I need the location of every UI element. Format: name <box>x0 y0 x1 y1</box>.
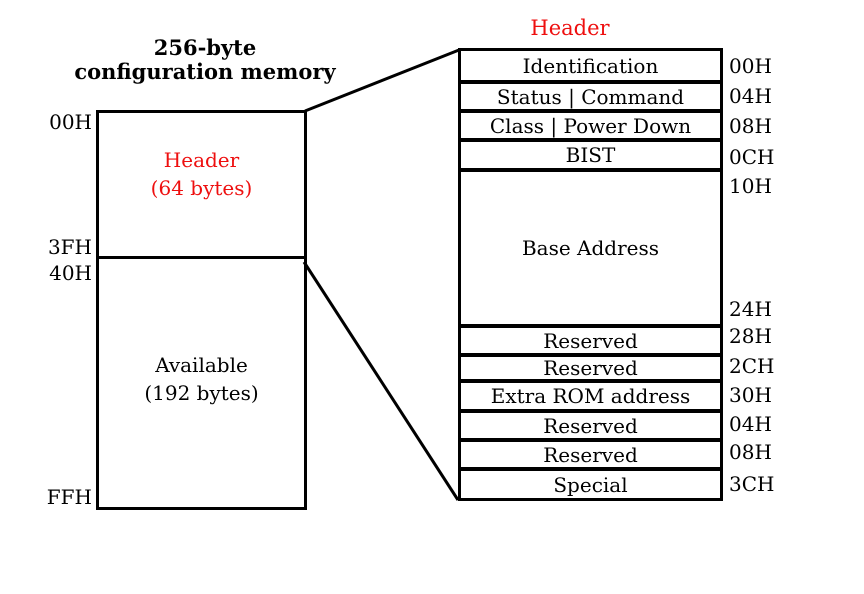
addr-label-row-08h: 08H <box>729 114 772 138</box>
table-row-base-address: Base Address <box>461 172 720 328</box>
addr-label-row-10h: 10H <box>729 174 772 198</box>
addr-label-row-2ch: 2CH <box>729 354 775 378</box>
addr-label-40h: 40H <box>49 261 92 285</box>
memory-header-text <box>96 146 307 202</box>
table-row-reserved-2ch: Reserved <box>461 357 720 383</box>
memory-available-text <box>96 351 307 407</box>
memory-header-line2: (64 bytes) <box>150 176 253 200</box>
table-row-special: Special <box>553 472 628 497</box>
memory-header-line1: Header <box>163 148 240 172</box>
header-detail-title: Header <box>530 16 610 40</box>
table-row-reserved-04h: Reserved <box>461 413 720 442</box>
addr-label-row-24h: 24H <box>729 297 772 321</box>
diagram-title-line2: configuration memory <box>74 59 336 84</box>
addr-label-row-30h: 30H <box>729 383 772 407</box>
table-row-reserved-08h: Reserved <box>461 442 720 471</box>
addr-label-row-04h: 04H <box>729 84 772 108</box>
memory-available-line1: Available <box>155 353 248 377</box>
addr-label-ffh: FFH <box>46 485 92 509</box>
table-row-extra-rom-address: Extra ROM address <box>461 383 720 413</box>
addr-label-row-28h: 28H <box>729 324 772 348</box>
header-detail-table <box>458 48 723 501</box>
diagram-title-line1: 256-byte <box>153 35 257 60</box>
addr-label-row-3ch: 3CH <box>729 472 775 496</box>
addr-label-00h: 00H <box>49 110 92 134</box>
addr-label-row-0ch: 0CH <box>729 145 775 169</box>
table-row-bist: BIST <box>461 142 720 172</box>
connector-bottom-line <box>304 262 458 500</box>
table-row-class-power-down: Class | Power Down <box>461 113 720 142</box>
addr-label-row-08h-2: 08H <box>729 440 772 464</box>
diagram-title <box>55 36 355 84</box>
table-row-status-command: Status | Command <box>461 84 720 113</box>
memory-available-line2: (192 bytes) <box>144 381 259 405</box>
table-row-reserved-28h: Reserved <box>461 328 720 357</box>
addr-label-3fh: 3FH <box>47 235 92 259</box>
addr-label-row-04h-2: 04H <box>729 412 772 436</box>
table-row-identification: Identification <box>461 51 720 84</box>
addr-label-row-00h: 00H <box>729 54 772 78</box>
